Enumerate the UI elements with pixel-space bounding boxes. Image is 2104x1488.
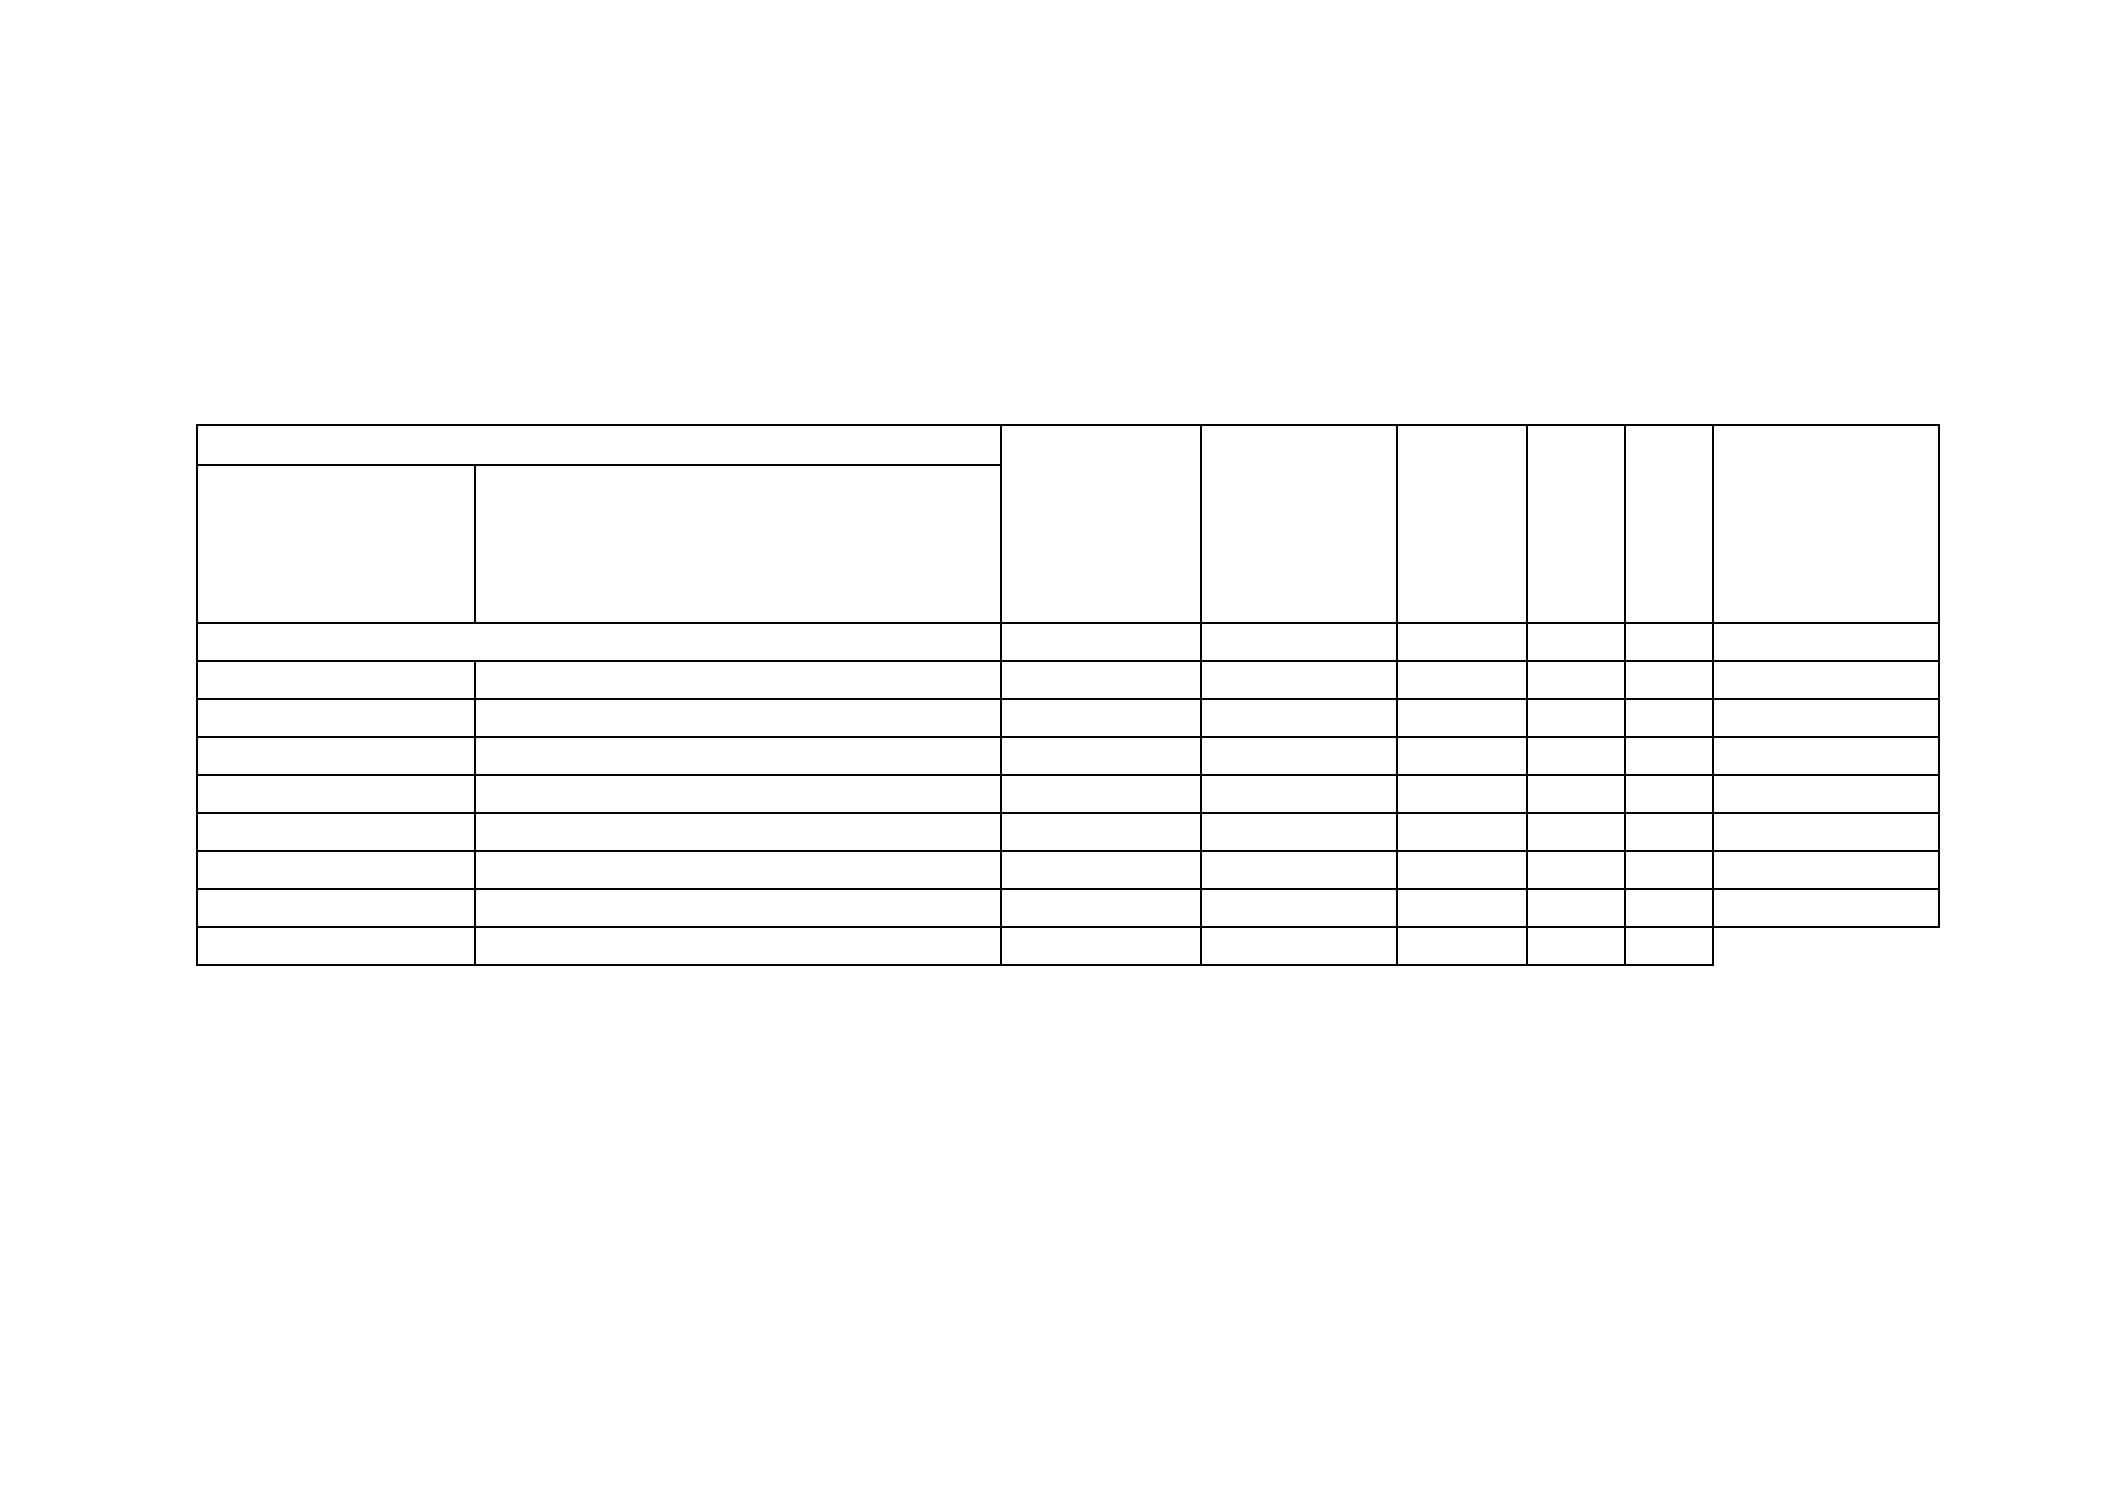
- row-basic: [1201, 851, 1397, 889]
- row-superior: [1527, 851, 1625, 889]
- row-total: [1001, 927, 1201, 965]
- row-name: [475, 927, 1001, 965]
- row-name: [475, 737, 1001, 775]
- row-superior: [1527, 813, 1625, 851]
- table-row: [197, 661, 1939, 699]
- header-code: [197, 465, 475, 623]
- row-total: [1001, 775, 1201, 813]
- header-basic: [1201, 425, 1397, 623]
- row-name: [475, 851, 1001, 889]
- row-name: [475, 775, 1001, 813]
- row-code: [197, 813, 475, 851]
- row-business: [1625, 927, 1713, 965]
- row-name: [475, 699, 1001, 737]
- row-name: [475, 661, 1001, 699]
- table-row: [197, 927, 1939, 965]
- row-code: [197, 889, 475, 927]
- total-project: [1397, 623, 1527, 661]
- row-project: [1397, 699, 1527, 737]
- table-row: [197, 699, 1939, 737]
- row-superior: [1527, 775, 1625, 813]
- row-basic: [1201, 927, 1397, 965]
- row-subsidy: [1713, 889, 1939, 927]
- row-subsidy: [1713, 775, 1939, 813]
- table-row: [197, 737, 1939, 775]
- row-superior: [1527, 889, 1625, 927]
- table-row: [197, 851, 1939, 889]
- row-code: [197, 775, 475, 813]
- total-amount: [1001, 623, 1201, 661]
- row-basic: [1201, 889, 1397, 927]
- row-superior: [1527, 737, 1625, 775]
- table-row: [197, 813, 1939, 851]
- row-total: [1001, 737, 1201, 775]
- row-project: [1397, 851, 1527, 889]
- row-code: [197, 699, 475, 737]
- total-row: [197, 623, 1939, 661]
- row-superior: [1527, 661, 1625, 699]
- row-business: [1625, 661, 1713, 699]
- row-code: [197, 927, 475, 965]
- header-superior: [1527, 425, 1625, 623]
- row-basic: [1201, 813, 1397, 851]
- row-total: [1001, 661, 1201, 699]
- table-row: [197, 889, 1939, 927]
- header-total: [1001, 425, 1201, 623]
- row-subsidy: [1713, 851, 1939, 889]
- row-superior: [1527, 699, 1625, 737]
- row-business: [1625, 737, 1713, 775]
- row-total: [1001, 889, 1201, 927]
- row-subsidy: [1713, 661, 1939, 699]
- total-business: [1625, 623, 1713, 661]
- header-subsidy: [1713, 425, 1939, 623]
- row-code: [197, 661, 475, 699]
- row-code: [197, 737, 475, 775]
- row-name: [475, 889, 1001, 927]
- row-business: [1625, 775, 1713, 813]
- row-subsidy: [1713, 699, 1939, 737]
- row-basic: [1201, 775, 1397, 813]
- row-code: [197, 851, 475, 889]
- table-row: [197, 775, 1939, 813]
- total-basic: [1201, 623, 1397, 661]
- row-business: [1625, 813, 1713, 851]
- header-project: [1397, 425, 1527, 623]
- row-business: [1625, 889, 1713, 927]
- row-superior: [1527, 927, 1625, 965]
- row-total: [1001, 813, 1201, 851]
- row-project: [1397, 661, 1527, 699]
- row-total: [1001, 851, 1201, 889]
- row-name: [475, 813, 1001, 851]
- total-label: [197, 623, 1001, 661]
- row-business: [1625, 851, 1713, 889]
- row-project: [1397, 813, 1527, 851]
- row-business: [1625, 699, 1713, 737]
- row-project: [1397, 737, 1527, 775]
- row-subsidy: [1713, 813, 1939, 851]
- row-basic: [1201, 737, 1397, 775]
- expenditure-table: [196, 424, 1940, 966]
- header-business: [1625, 425, 1713, 623]
- total-superior: [1527, 623, 1625, 661]
- row-project: [1397, 927, 1527, 965]
- row-project: [1397, 775, 1527, 813]
- header-item-group: [197, 425, 1001, 465]
- row-project: [1397, 889, 1527, 927]
- total-subsidy: [1713, 623, 1939, 661]
- row-total: [1001, 699, 1201, 737]
- header-name: [475, 465, 1001, 623]
- row-subsidy: [1713, 737, 1939, 775]
- row-basic: [1201, 661, 1397, 699]
- row-basic: [1201, 699, 1397, 737]
